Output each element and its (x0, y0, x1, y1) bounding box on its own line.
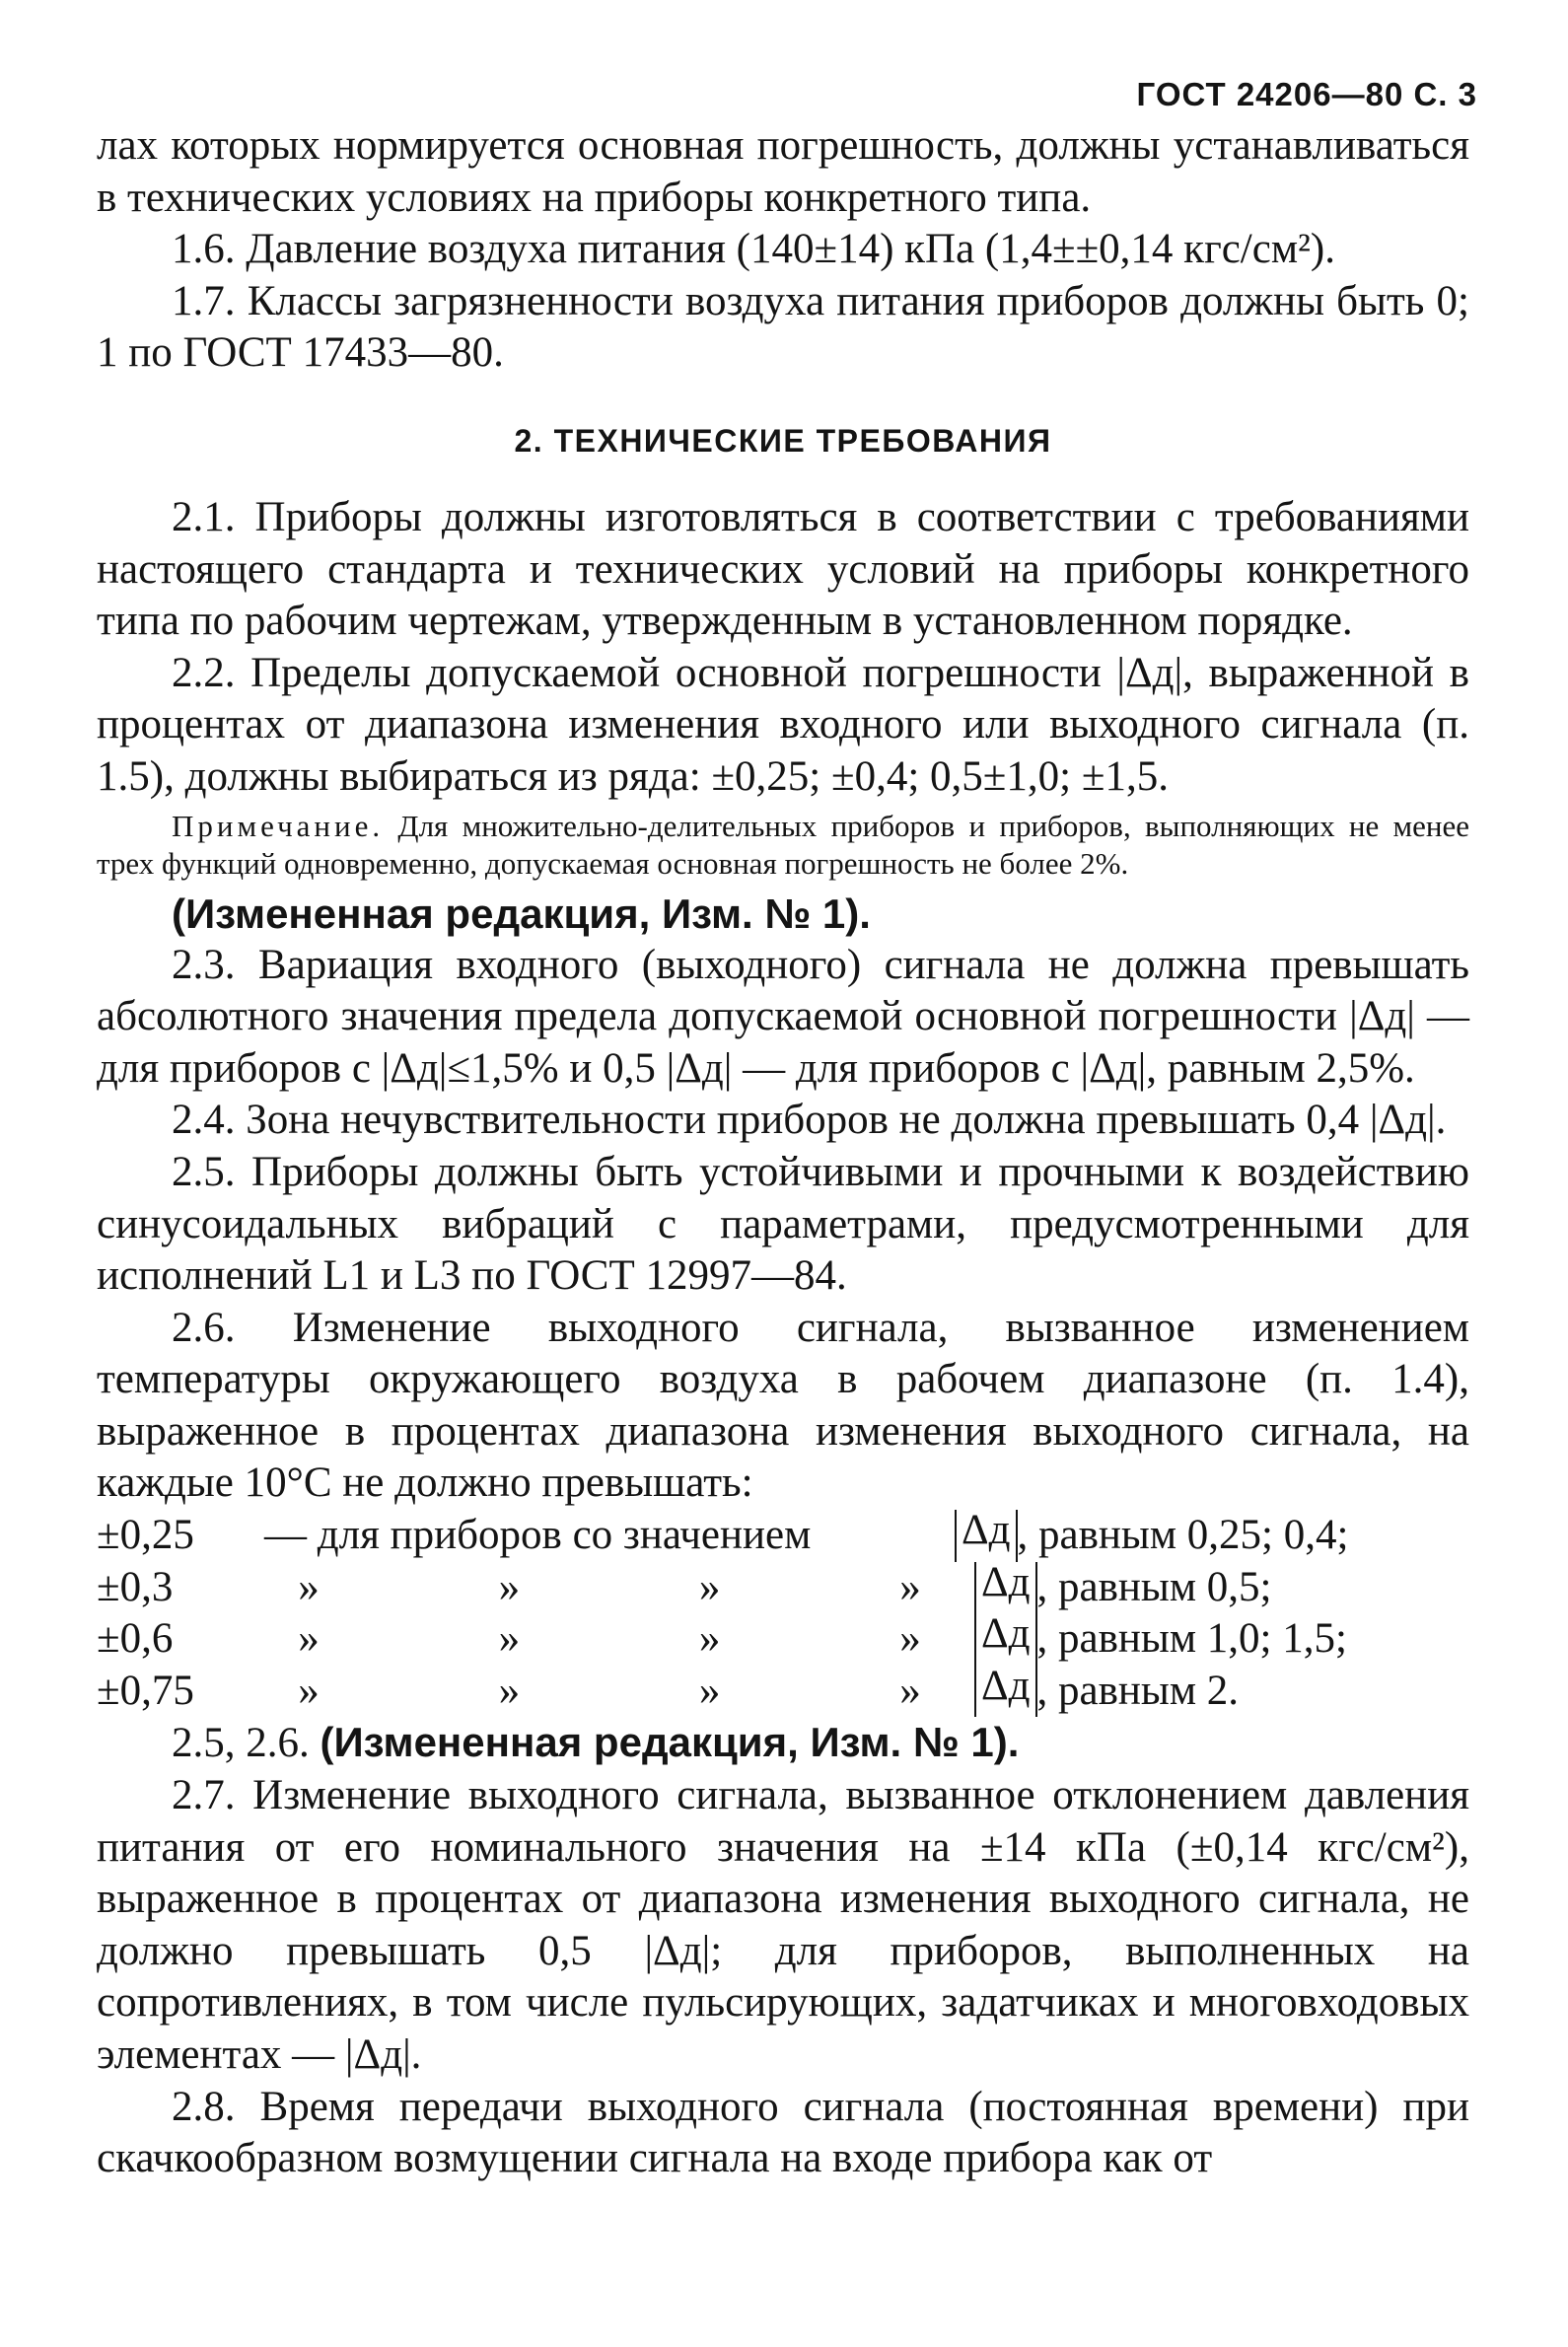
section-heading: 2. ТЕХНИЧЕСКИЕ ТРЕБОВАНИЯ (514, 422, 1052, 459)
ditto-marks (264, 1666, 974, 1718)
ditto-mark: » (498, 1667, 521, 1714)
table-value: ±0,6 (97, 1615, 174, 1663)
ditto-mark: » (298, 1615, 320, 1663)
paragraph-1-6: 1.6. Давление воздуха питания (140±14) кПа (1,4±±0,14 кгс/см²). (172, 226, 1336, 273)
paragraph-2-6: 2.6. Изменение выходного сигнала, вызванное изменением температуры окружающего воздуха в рабочем диапазоне (п. 1.4), выраженное в процентах диапазона изменения выходного сигнала, на каждые 10°С не должно превышать: (97, 1304, 1469, 1507)
paragraph-2-7: 2.7. Изменение выходного сигнала, вызванное отклонением давления питания от его номинального значения на ±14 кПа (±0,14 кгс/см²), выраженное в процентах от диапазона изменения выходного сигнала, не должно превышать 0,5 |Δд|; для приборов, выполненных на сопротивлениях, в том числе пульсирующих, задатчиках и многовходовых элементах — |Δд|. (97, 1772, 1469, 2078)
ditto-mark: » (298, 1563, 320, 1610)
table-tail: , равным 0,5; (1036, 1563, 1272, 1610)
tolerance-table (97, 1507, 1469, 1717)
paragraph-continuation: лах которых нормируется основная погрешность, должны устанавливаться в технических условиях на приборы конкретного типа. (97, 122, 1469, 221)
page-header: ГОСТ 24206—80 С. 3 (1136, 76, 1477, 112)
amendment-note-1: (Измененная редакция, Изм. № 1). (172, 889, 871, 937)
table-row (97, 1610, 1469, 1666)
delta-symbol: Δд (974, 1613, 1037, 1666)
ditto-mark: » (298, 1667, 320, 1714)
delta-symbol: Δд (955, 1510, 1018, 1562)
table-row (97, 1558, 1469, 1614)
note (97, 808, 1469, 883)
table-text: — для приборов со значением (264, 1512, 812, 1559)
table-row (97, 1662, 1469, 1718)
note-label: Примечание. (172, 808, 385, 843)
ditto-marks (264, 1562, 974, 1614)
ditto-mark: » (698, 1615, 721, 1663)
paragraph-2-1: 2.1. Приборы должны изготовляться в соответствии с требованиями настоящего стандарта и технических условий на приборы конкретного типа по рабочим чертежам, утвержденным в установленном порядке. (97, 493, 1469, 645)
paragraph-2-2: 2.2. Пределы допускаемой основной погрешности |Δд|, выраженной в процентах от диапазона изменения входного или выходного сигнала (п. 1.5), должны выбираться из ряда: ±0,25; ±0,4; 0,5±1,0; ±1,5. (97, 649, 1469, 800)
amendment-text: (Измененная редакция, Изм. № 1). (320, 1719, 1020, 1766)
ditto-mark: » (698, 1667, 721, 1714)
amendment-prefix: 2.5, 2.6. (172, 1720, 310, 1767)
paragraph-2-3: 2.3. Вариация входного (выходного) сигнала не должна превышать абсолютного значения предела допускаемой основной погрешности |Δд| — для приборов с |Δд|≤1,5% и 0,5 |Δд| — для приборов с |Δд|, равным 2,5%. (97, 941, 1469, 1092)
note-text: Для множительно-делительных приборов и приборов, выполняющих не менее трех функций одновременно, допускаемая основная погрешность не более 2%. (97, 808, 1469, 881)
delta-symbol: Δд (974, 1666, 1037, 1718)
ditto-mark: » (698, 1563, 721, 1610)
table-tail: , равным 1,0; 1,5; (1036, 1615, 1347, 1663)
ditto-mark: » (498, 1563, 521, 1610)
delta-symbol: Δд (974, 1562, 1037, 1614)
paragraph-2-5: 2.5. Приборы должны быть устойчивыми и прочными к воздействию синусоидальных вибраций с параметрами, предусмотренными для исполнений L1 и L3 по ГОСТ 12997—84. (97, 1148, 1469, 1300)
amendment-note-2 (97, 1717, 1469, 1770)
table-value: ±0,75 (97, 1667, 194, 1714)
table-tail: , равным 2. (1036, 1667, 1240, 1714)
table-tail: , равным 0,25; 0,4; (1017, 1512, 1349, 1559)
paragraph-2-8: 2.8. Время передачи выходного сигнала (постоянная времени) при скачкообразном возмущении сигнала на входе прибора как от (97, 2083, 1469, 2182)
ditto-mark: » (899, 1615, 921, 1663)
ditto-mark: » (899, 1563, 921, 1610)
document-page (97, 69, 1477, 2185)
ditto-mark: » (899, 1667, 921, 1714)
table-value: ±0,3 (97, 1563, 174, 1610)
ditto-marks (264, 1613, 974, 1666)
paragraph-1-7: 1.7. Классы загрязненности воздуха питания приборов должны быть 0; 1 по ГОСТ 17433—80. (97, 277, 1469, 377)
ditto-mark: » (498, 1615, 521, 1663)
table-value: ±0,25 (97, 1512, 194, 1559)
table-row (97, 1507, 1469, 1562)
paragraph-2-4: 2.4. Зона нечувствительности приборов не должна превышать 0,4 |Δд|. (172, 1097, 1447, 1144)
